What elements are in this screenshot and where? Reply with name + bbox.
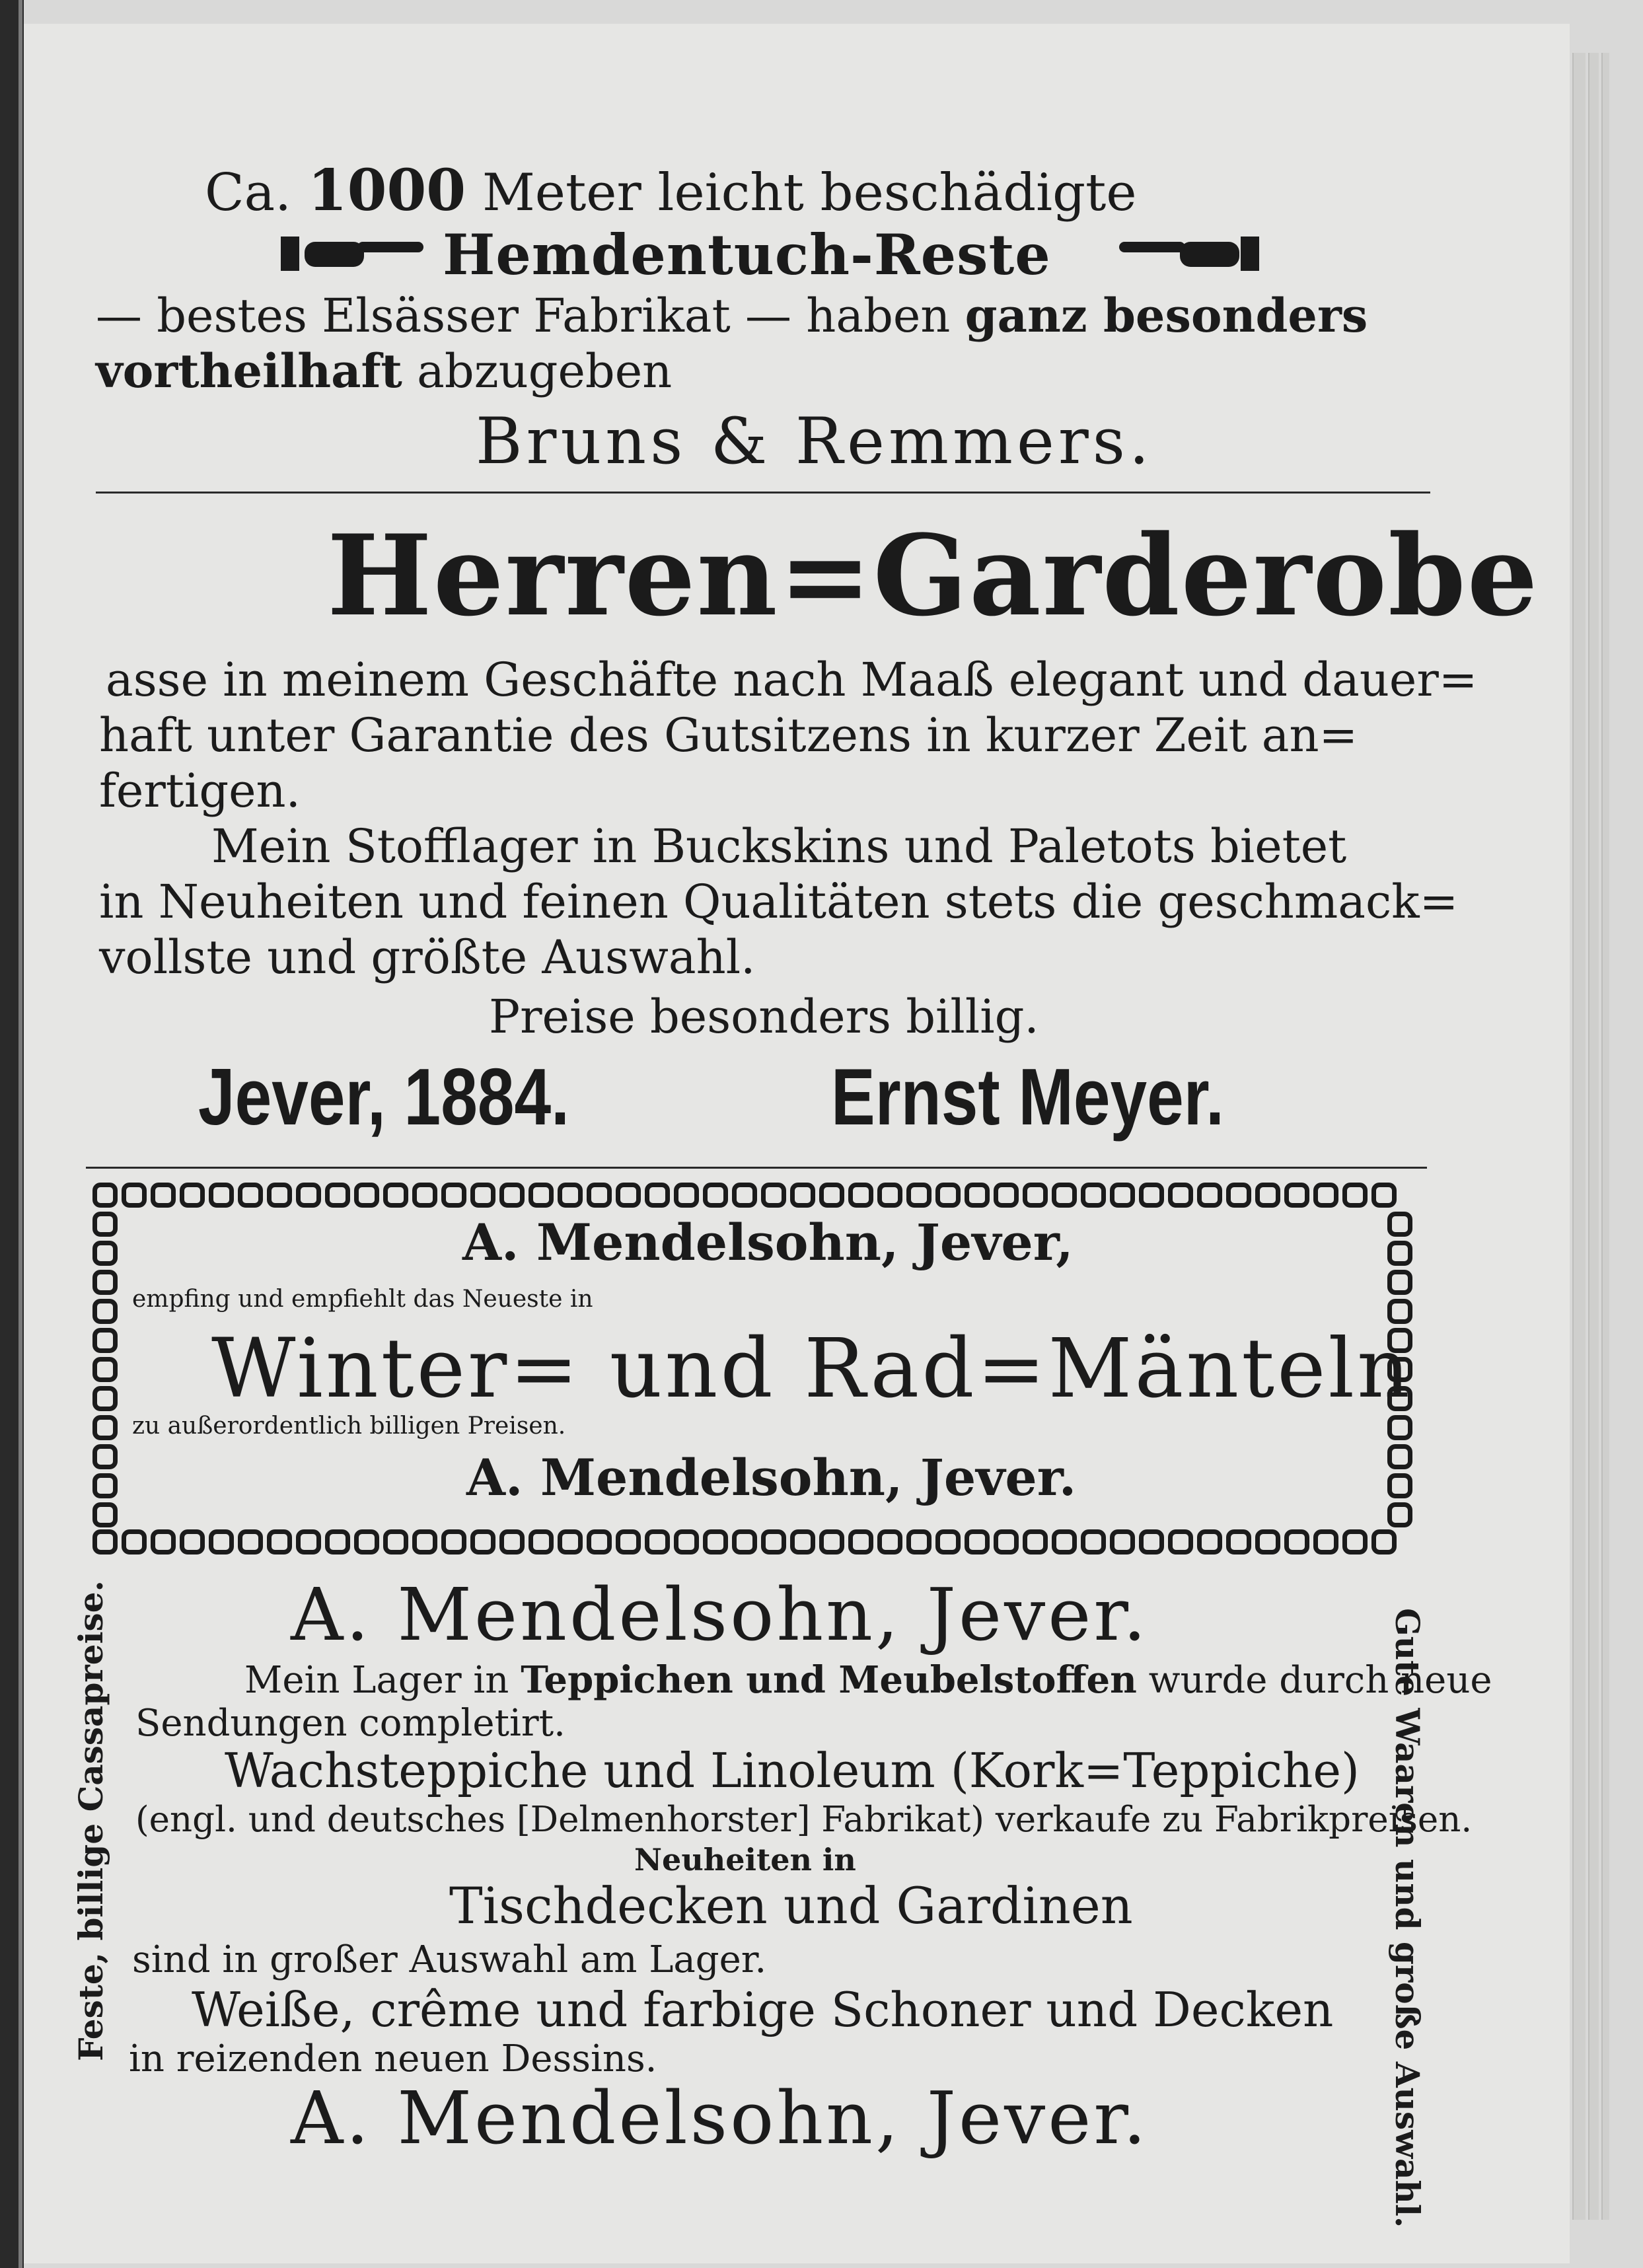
ad3-headline: Winter= und Rad=Mänteln bbox=[211, 1321, 1413, 1416]
chain-link-icon bbox=[994, 1183, 1019, 1208]
chain-link-icon bbox=[92, 1386, 118, 1411]
chain-link-icon bbox=[558, 1183, 583, 1208]
ad2-price-note: Preise besonders billig. bbox=[489, 990, 1039, 1044]
ad2-text-line: Mein Stofflager in Buckskins und Paletots bietet bbox=[211, 819, 1347, 873]
ad4-line: sind in großer Auswahl am Lager. bbox=[132, 1938, 767, 1981]
chain-link-icon bbox=[238, 1529, 263, 1555]
chain-link-icon bbox=[92, 1529, 118, 1555]
ad1-quantity: 1000 bbox=[307, 157, 466, 224]
chain-border-bottom bbox=[92, 1529, 1397, 1555]
ad1-emphasis: ganz besonders bbox=[965, 288, 1368, 343]
chain-link-icon bbox=[877, 1183, 902, 1208]
ad4-text: wurde durch neue bbox=[1148, 1659, 1492, 1702]
chain-link-icon bbox=[412, 1529, 437, 1555]
ad1-text: abzugeben bbox=[417, 344, 673, 398]
chain-link-icon bbox=[1052, 1529, 1077, 1555]
chain-link-icon bbox=[325, 1183, 350, 1208]
chain-link-icon bbox=[1197, 1529, 1222, 1555]
chain-link-icon bbox=[848, 1183, 873, 1208]
ad1-line4 bbox=[96, 344, 672, 398]
chain-link-icon bbox=[470, 1183, 495, 1208]
chain-link-icon bbox=[819, 1183, 844, 1208]
chain-link-icon bbox=[499, 1529, 525, 1555]
chain-link-icon bbox=[499, 1183, 525, 1208]
ad1-text: — bestes Elsässer Fabrikat — haben bbox=[96, 289, 951, 343]
ad4-line: Neuheiten in bbox=[634, 1842, 856, 1878]
chain-link-icon bbox=[1255, 1529, 1280, 1555]
spine-edge bbox=[18, 0, 22, 2268]
chain-link-icon bbox=[122, 1183, 147, 1208]
chain-link-icon bbox=[1342, 1529, 1368, 1555]
ad4-line: Weiße, crême und farbige Schoner und Decken bbox=[192, 1982, 1334, 2037]
chain-link-icon bbox=[1387, 1270, 1412, 1295]
ad4-line: Sendungen completirt. bbox=[135, 1702, 566, 1745]
ad1-line1 bbox=[205, 157, 1137, 224]
chain-link-icon bbox=[616, 1529, 641, 1555]
chain-link-icon bbox=[1284, 1183, 1309, 1208]
chain-link-icon bbox=[1139, 1529, 1164, 1555]
pointing-hand-right-icon bbox=[281, 233, 426, 272]
chain-link-icon bbox=[1371, 1529, 1397, 1555]
ad3-firm-top: A. Mendelsohn, Jever, bbox=[462, 1213, 1074, 1272]
chain-link-icon bbox=[674, 1183, 699, 1208]
chain-link-icon bbox=[267, 1183, 292, 1208]
chain-border-left bbox=[92, 1212, 118, 1527]
chain-link-icon bbox=[441, 1183, 466, 1208]
chain-link-icon bbox=[1110, 1529, 1135, 1555]
chain-link-icon bbox=[1387, 1415, 1412, 1440]
chain-link-icon bbox=[151, 1529, 176, 1555]
chain-link-icon bbox=[1387, 1502, 1412, 1527]
ad4-side-right: Gute Waaren und große Auswahl. bbox=[1388, 1608, 1427, 2228]
chain-link-icon bbox=[790, 1529, 815, 1555]
chain-link-icon bbox=[151, 1183, 176, 1208]
chain-link-icon bbox=[92, 1473, 118, 1498]
chain-link-icon bbox=[819, 1529, 844, 1555]
ad1-line3 bbox=[96, 288, 1368, 343]
ad2-text-line: in Neuheiten und feinen Qualitäten stets die geschmack= bbox=[99, 875, 1459, 929]
ad4-firm-top: A. Mendelsohn, Jever. bbox=[291, 1572, 1149, 1657]
chain-link-icon bbox=[1313, 1183, 1338, 1208]
page-edge bbox=[1588, 53, 1599, 2220]
chain-link-icon bbox=[354, 1529, 379, 1555]
chain-link-icon bbox=[1284, 1529, 1309, 1555]
chain-link-icon bbox=[238, 1183, 263, 1208]
chain-link-icon bbox=[732, 1529, 757, 1555]
chain-link-icon bbox=[1255, 1183, 1280, 1208]
chain-link-icon bbox=[703, 1183, 728, 1208]
chain-link-icon bbox=[761, 1529, 786, 1555]
chain-link-icon bbox=[1081, 1529, 1106, 1555]
chain-link-icon bbox=[1081, 1183, 1106, 1208]
chain-link-icon bbox=[92, 1357, 118, 1382]
chain-link-icon bbox=[1387, 1473, 1412, 1498]
chain-link-icon bbox=[587, 1529, 612, 1555]
chain-link-icon bbox=[296, 1183, 321, 1208]
ad1-text: Meter leicht beschädigte bbox=[482, 163, 1137, 223]
ad3-price: zu außerordentlich billigen Preisen. bbox=[132, 1412, 566, 1440]
ad4-line: in reizenden neuen Dessins. bbox=[129, 2037, 657, 2080]
chain-link-icon bbox=[645, 1529, 670, 1555]
chain-link-icon bbox=[1023, 1529, 1048, 1555]
chain-link-icon bbox=[180, 1529, 205, 1555]
chain-link-icon bbox=[122, 1529, 147, 1555]
chain-link-icon bbox=[180, 1183, 205, 1208]
chain-link-icon bbox=[558, 1529, 583, 1555]
chain-link-icon bbox=[761, 1183, 786, 1208]
chain-link-icon bbox=[441, 1529, 466, 1555]
divider bbox=[86, 1167, 1427, 1169]
chain-link-icon bbox=[92, 1241, 118, 1266]
ad2-place-date: Jever, 1884. bbox=[198, 1052, 569, 1142]
chain-border-top bbox=[92, 1183, 1397, 1208]
ad4-line: (engl. und deutsches [Delmenhorster] Fabrikat) verkaufe zu Fabrikpreisen. bbox=[135, 1800, 1473, 1840]
ad1-prefix: Ca. bbox=[205, 163, 291, 223]
chain-link-icon bbox=[267, 1529, 292, 1555]
chain-link-icon bbox=[906, 1183, 931, 1208]
chain-link-icon bbox=[92, 1270, 118, 1295]
chain-link-icon bbox=[1023, 1183, 1048, 1208]
chain-link-icon bbox=[1052, 1183, 1077, 1208]
chain-link-icon bbox=[1226, 1529, 1251, 1555]
chain-link-icon bbox=[383, 1529, 408, 1555]
chain-link-icon bbox=[674, 1529, 699, 1555]
chain-link-icon bbox=[994, 1529, 1019, 1555]
chain-link-icon bbox=[645, 1183, 670, 1208]
ad1-signature: Bruns & Remmers. bbox=[476, 404, 1153, 478]
chain-link-icon bbox=[412, 1183, 437, 1208]
chain-link-icon bbox=[92, 1444, 118, 1469]
chain-link-icon bbox=[1139, 1183, 1164, 1208]
chain-link-icon bbox=[296, 1529, 321, 1555]
chain-link-icon bbox=[1197, 1183, 1222, 1208]
ad2-headline: Herren=Garderobe bbox=[327, 510, 1539, 641]
chain-link-icon bbox=[1371, 1183, 1397, 1208]
chain-link-icon bbox=[965, 1183, 990, 1208]
chain-link-icon bbox=[529, 1529, 554, 1555]
chain-link-icon bbox=[209, 1529, 234, 1555]
chain-link-icon bbox=[732, 1183, 757, 1208]
divider bbox=[96, 492, 1430, 494]
ad4-line: Tischdecken und Gardinen bbox=[449, 1876, 1133, 1935]
chain-link-icon bbox=[1110, 1183, 1135, 1208]
ad4-firm-bottom: A. Mendelsohn, Jever. bbox=[291, 2076, 1149, 2160]
chain-link-icon bbox=[354, 1183, 379, 1208]
chain-link-icon bbox=[1342, 1183, 1368, 1208]
chain-link-icon bbox=[1387, 1241, 1412, 1266]
chain-link-icon bbox=[92, 1212, 118, 1237]
pointing-hand-left-icon bbox=[1116, 233, 1262, 272]
chain-link-icon bbox=[209, 1183, 234, 1208]
ad2-text-line: vollste und größte Auswahl. bbox=[99, 930, 756, 984]
chain-link-icon bbox=[587, 1183, 612, 1208]
ad1-headline: Hemdentuch-Reste bbox=[443, 222, 1051, 287]
chain-link-icon bbox=[92, 1299, 118, 1324]
ad4-line bbox=[244, 1658, 1492, 1702]
chain-link-icon bbox=[935, 1183, 961, 1208]
chain-link-icon bbox=[92, 1328, 118, 1353]
chain-link-icon bbox=[1168, 1183, 1193, 1208]
chain-link-icon bbox=[92, 1183, 118, 1208]
chain-link-icon bbox=[965, 1529, 990, 1555]
chain-link-icon bbox=[1168, 1529, 1193, 1555]
chain-link-icon bbox=[470, 1529, 495, 1555]
chain-link-icon bbox=[1387, 1444, 1412, 1469]
chain-link-icon bbox=[935, 1529, 961, 1555]
chain-link-icon bbox=[383, 1183, 408, 1208]
ad2-text-line: asse in meinem Geschäfte nach Maaß elegant und dauer= bbox=[106, 653, 1478, 707]
chain-link-icon bbox=[877, 1529, 902, 1555]
chain-link-icon bbox=[1387, 1212, 1412, 1237]
chain-link-icon bbox=[1387, 1299, 1412, 1324]
ad4-side-left: Feste, billige Cassapreise. bbox=[71, 1580, 110, 2061]
ad4-text: Mein Lager in bbox=[244, 1659, 509, 1702]
chain-link-icon bbox=[529, 1183, 554, 1208]
ad4-line: Wachsteppiche und Linoleum (Kork=Teppiche) bbox=[225, 1743, 1360, 1798]
chain-link-icon bbox=[906, 1529, 931, 1555]
chain-link-icon bbox=[1313, 1529, 1338, 1555]
ad2-text-line: haft unter Garantie des Gutsitzens in kurzer Zeit an= bbox=[99, 708, 1358, 762]
page-edge bbox=[1601, 53, 1609, 2220]
ad4-emphasis: Teppichen und Meubelstoffen bbox=[521, 1658, 1137, 1702]
chain-link-icon bbox=[325, 1529, 350, 1555]
ad1-emphasis: vortheilhaft bbox=[96, 344, 402, 398]
chain-link-icon bbox=[92, 1415, 118, 1440]
chain-link-icon bbox=[92, 1502, 118, 1527]
page-edge bbox=[1572, 53, 1586, 2220]
chain-link-icon bbox=[848, 1529, 873, 1555]
ad3-intro: empfing und empfiehlt das Neueste in bbox=[132, 1286, 593, 1313]
ad2-text-line: fertigen. bbox=[99, 764, 301, 818]
ad3-firm-bottom: A. Mendelsohn, Jever. bbox=[466, 1448, 1077, 1507]
chain-link-icon bbox=[703, 1529, 728, 1555]
ad2-signature: Ernst Meyer. bbox=[831, 1052, 1224, 1142]
chain-link-icon bbox=[790, 1183, 815, 1208]
chain-link-icon bbox=[616, 1183, 641, 1208]
chain-link-icon bbox=[1226, 1183, 1251, 1208]
